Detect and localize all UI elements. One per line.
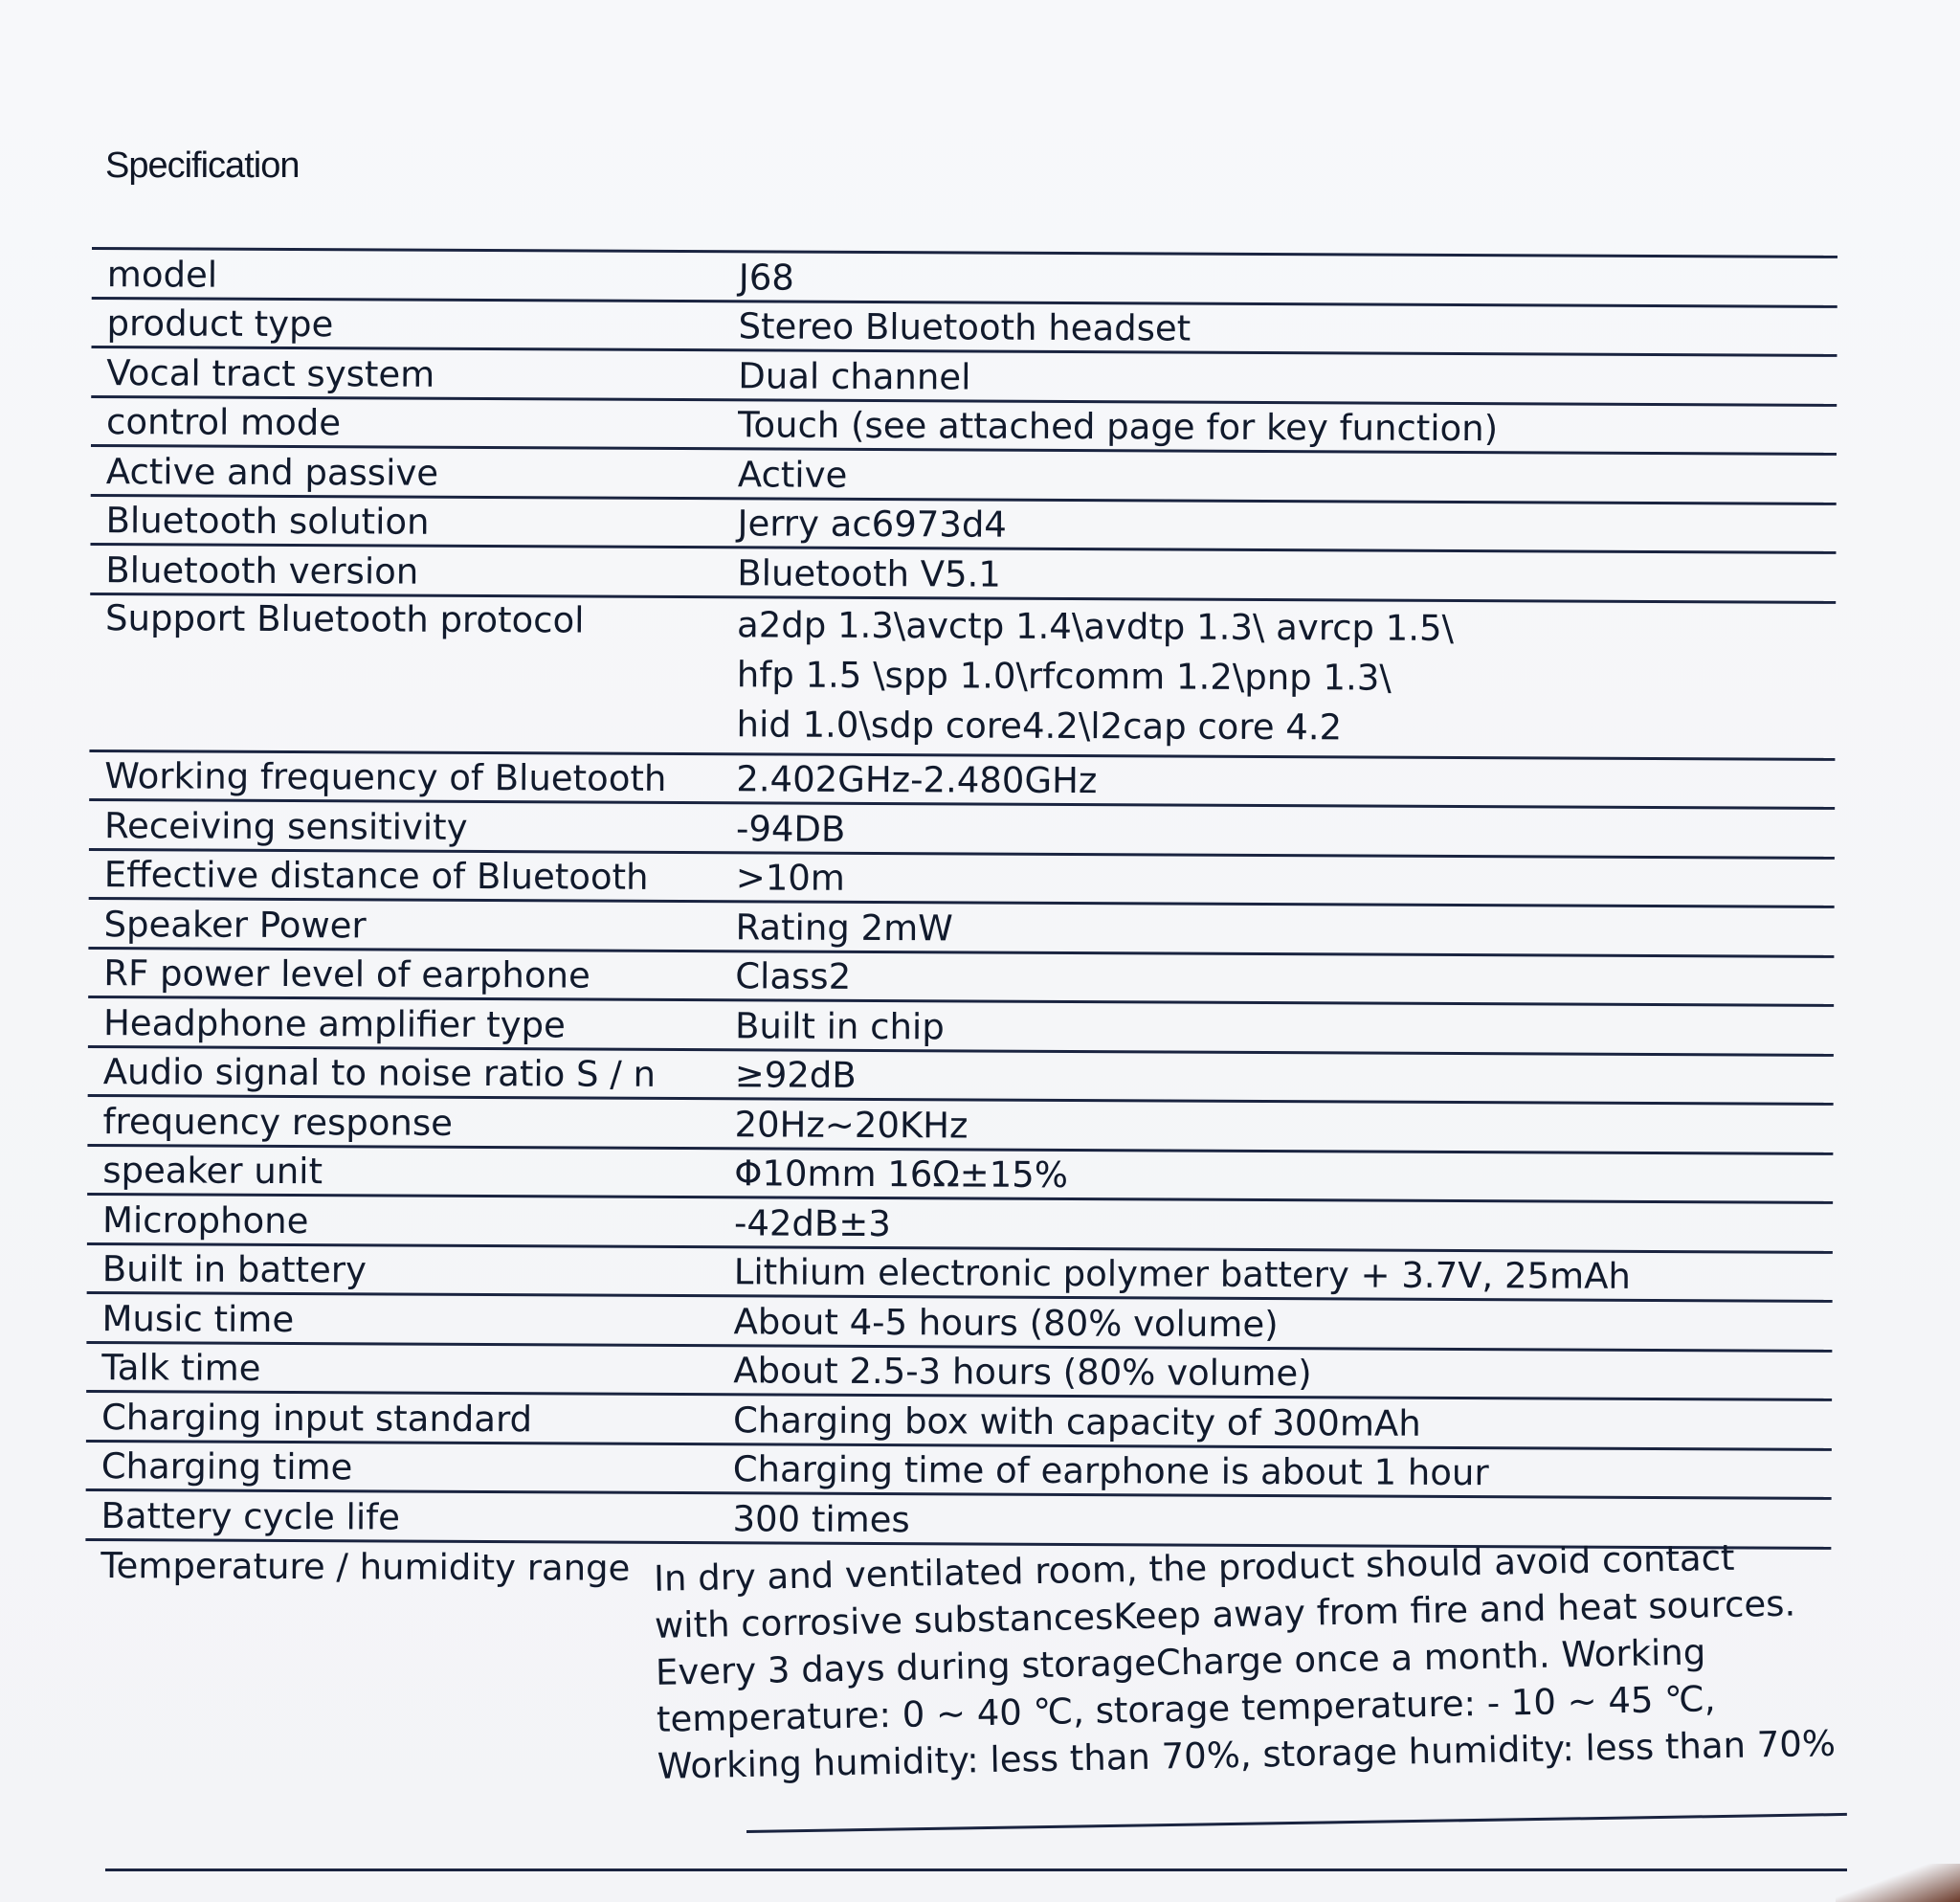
row-value: Jerry ac6973d4 (737, 503, 1008, 546)
row-label: Active and passive (105, 450, 439, 494)
table-row (88, 949, 1834, 1006)
table-row (87, 1196, 1833, 1253)
table-row (92, 250, 1838, 307)
row-label: Battery cycle life (100, 1494, 401, 1538)
table-row (91, 447, 1837, 504)
page-corner-shadow (1836, 1864, 1960, 1902)
row-value: Charging box with capacity of 300mAh (732, 1399, 1421, 1444)
table-row (88, 900, 1834, 957)
table-row (86, 1343, 1832, 1400)
table-row (90, 546, 1836, 603)
value-line: with corrosive substancesKeep away from fire and heat sources. (654, 1582, 1796, 1646)
table-row (84, 1536, 1837, 1793)
row-label: RF power level of earphone (103, 952, 590, 996)
table-row (88, 998, 1834, 1056)
table-row (87, 1097, 1833, 1154)
row-label: Built in battery (101, 1248, 368, 1291)
table-row (91, 299, 1837, 356)
row-label: Support Bluetooth protocol (105, 596, 585, 641)
row-value: Stereo Bluetooth headset (738, 305, 1192, 349)
row-label: frequency response (102, 1100, 454, 1144)
table-row (90, 496, 1836, 553)
row-value: Class2 (735, 955, 852, 997)
table-row (91, 348, 1837, 406)
row-value: Bluetooth V5.1 (737, 551, 1001, 595)
row-value: About 4-5 hours (80% volume) (733, 1300, 1279, 1345)
value-line: temperature: 0 ~ 40 ℃, storage temperature: - 10 ~ 45 ℃, (656, 1677, 1716, 1740)
table-bottom-rule (105, 1868, 1847, 1871)
row-value: About 2.5-3 hours (80% volume) (733, 1350, 1312, 1395)
table-row (89, 801, 1835, 859)
row-label: Microphone (101, 1198, 309, 1242)
table-row (89, 594, 1836, 760)
row-label: product type (106, 302, 334, 346)
row-value: 2.402GHz-2.480GHz (736, 758, 1098, 802)
row-label: Talk time (101, 1347, 261, 1389)
row-label: Headphone amplifier type (102, 1001, 566, 1045)
row-label: Bluetooth version (105, 548, 419, 593)
row-value: 300 times (732, 1497, 910, 1540)
table-row (86, 1442, 1832, 1499)
row-value: Touch (see attached page for key function) (737, 404, 1499, 450)
row-label: Effective distance of Bluetooth (103, 854, 649, 898)
row-label: Speaker Power (103, 903, 367, 946)
row-label: Charging time (100, 1445, 353, 1488)
row-label: Music time (101, 1297, 295, 1340)
row-value: ≥92dB (734, 1054, 857, 1096)
row-value: Charging time of earphone is about 1 hour (732, 1448, 1489, 1494)
row-label: Receiving sensitivity (103, 804, 468, 848)
value-line: hfp 1.5 \spp 1.0\rfcomm 1.2\pnp 1.3\ (736, 653, 1392, 699)
row-value: 20Hz~20KHz (734, 1103, 969, 1146)
table-row (87, 1146, 1833, 1203)
row-label: speaker unit (102, 1150, 323, 1193)
row-label: Bluetooth solution (105, 500, 430, 543)
value-line: Working humidity: less than 70%, storage humidity: less than 70% (657, 1722, 1837, 1787)
row-value: J68 (738, 256, 794, 299)
row-value: Built in chip (734, 1004, 945, 1047)
table-row (91, 397, 1837, 455)
table-row (89, 751, 1835, 809)
row-value: Φ10mm 16Ω±15% (734, 1152, 1069, 1196)
table-row (89, 850, 1835, 907)
row-value: >10m (735, 857, 846, 899)
row-label: model (106, 253, 218, 296)
row-value: Rating 2mW (735, 906, 953, 949)
row-label: control mode (106, 401, 342, 444)
row-label: Charging input standard (100, 1396, 533, 1440)
row-label: Audio signal to noise ratio S / n (102, 1051, 657, 1095)
value-line: In dry and ventilated room, the product should avoid contact (653, 1536, 1735, 1600)
value-line: Every 3 days during storageCharge once a month. Working (655, 1630, 1706, 1693)
row-value: -42dB±3 (733, 1201, 891, 1244)
row-value: -94DB (735, 807, 846, 850)
last-row-rule (746, 1813, 1847, 1833)
row-label: Vocal tract system (106, 351, 435, 395)
row-value: Dual channel (738, 354, 971, 397)
table-row (87, 1244, 1833, 1302)
value-line: hid 1.0\sdp core4.2\l2cap core 4.2 (736, 703, 1343, 748)
row-value (736, 598, 1836, 755)
page-title: Specification (105, 145, 300, 186)
spec-table (84, 247, 1838, 1793)
table-row (88, 1047, 1834, 1105)
value-line: a2dp 1.3\avctp 1.4\avdtp 1.3\ avrcp 1.5\ (736, 603, 1455, 649)
row-value: Lithium electronic polymer battery + 3.7V, 25mAh (733, 1251, 1631, 1297)
table-row (86, 1393, 1832, 1450)
row-label: Working frequency of Bluetooth (104, 755, 667, 799)
row-value (653, 1520, 1836, 1789)
table-row (86, 1294, 1832, 1352)
row-label: Temperature / humidity range (100, 1544, 631, 1589)
row-value: Active (737, 453, 848, 496)
